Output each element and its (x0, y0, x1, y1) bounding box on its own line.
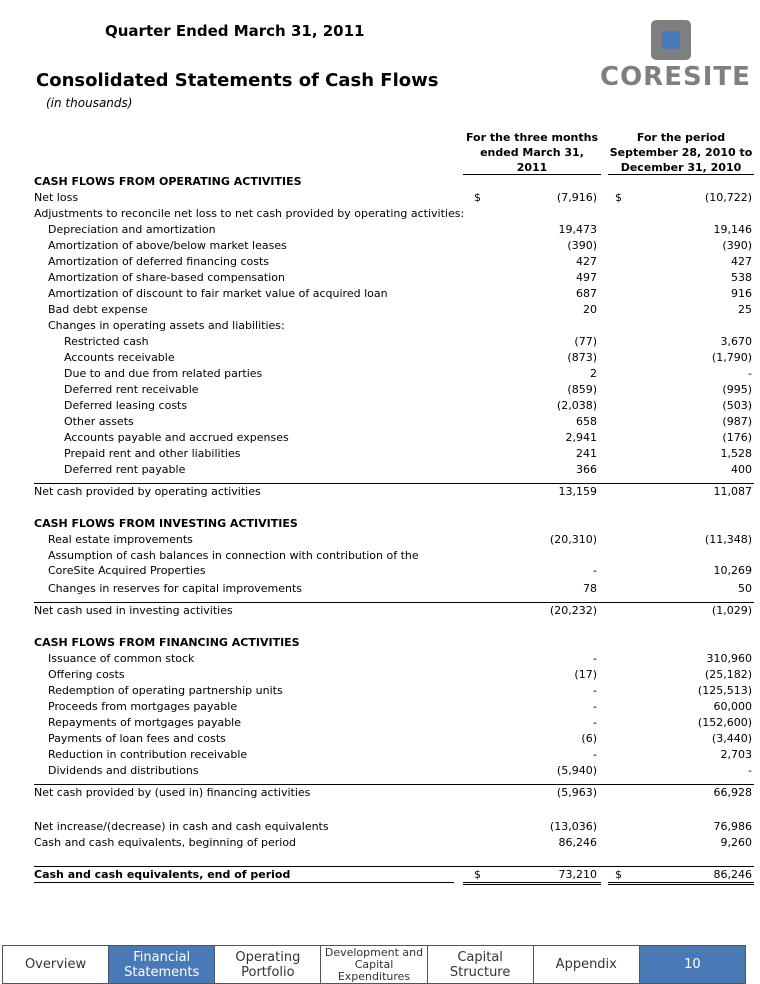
row-value: (13,036) (549, 820, 597, 833)
row-label: CASH FLOWS FROM INVESTING ACTIVITIES (34, 517, 298, 530)
row-value: (873) (567, 351, 597, 364)
row-label: Net cash used in investing activities (34, 604, 233, 617)
row-label: Restricted cash (64, 335, 149, 348)
column-header-underline (463, 174, 601, 175)
row-value: 427 (731, 255, 752, 268)
row-value: (3,440) (711, 732, 752, 745)
row-value: 86,246 (713, 868, 752, 881)
row-value: 25 (738, 303, 752, 316)
row-label: Accounts payable and accrued expenses (64, 431, 289, 444)
nav-tab-appendix[interactable]: Appendix (534, 946, 640, 983)
coresite-logo-text: CORESITE (600, 62, 751, 92)
total-double-underline (463, 882, 601, 885)
row-value: 78 (583, 582, 597, 595)
row-value: 2,703 (720, 748, 752, 761)
row-value: (77) (574, 335, 597, 348)
row-value: (10,722) (704, 191, 752, 204)
row-value: - (748, 764, 752, 777)
total-underline (34, 882, 454, 883)
row-value: 60,000 (713, 700, 752, 713)
row-label: Deferred rent receivable (64, 383, 199, 396)
row-label: Real estate improvements (48, 533, 193, 546)
row-label: Repayments of mortgages payable (48, 716, 242, 729)
row-label: Redemption of operating partnership units (48, 684, 283, 697)
row-value: 538 (731, 271, 752, 284)
row-value: 497 (576, 271, 597, 284)
row-label: Proceeds from mortgages payable (48, 700, 238, 713)
row-value: (6) (581, 732, 597, 745)
row-value: 687 (576, 287, 597, 300)
row-value: - (593, 700, 597, 713)
row-value: 19,146 (713, 223, 752, 236)
row-value: 76,986 (713, 820, 752, 833)
row-value: 3,670 (720, 335, 752, 348)
row-value: (7,916) (556, 191, 597, 204)
row-value: 2,941 (565, 431, 597, 444)
row-label: Changes in operating assets and liabilities: (48, 319, 285, 332)
row-value: 50 (738, 582, 752, 595)
row-value: - (593, 564, 597, 577)
row-label: Net cash provided by operating activities (34, 485, 261, 498)
row-value: 1,528 (720, 447, 752, 460)
subtotal-line (34, 602, 754, 603)
row-value: (390) (567, 239, 597, 252)
row-label: Amortization of discount to fair market value of acquired loan (48, 287, 388, 300)
row-value: 310,960 (706, 652, 752, 665)
row-label: Cash and cash equivalents, beginning of period (34, 836, 297, 849)
row-label: Bad debt expense (48, 303, 148, 316)
quarter-heading: Quarter Ended March 31, 2011 (105, 22, 365, 40)
row-value: 9,260 (720, 836, 752, 849)
row-label: Accounts receivable (64, 351, 175, 364)
currency-symbol: $ (615, 868, 622, 881)
row-value: (1,790) (711, 351, 752, 364)
row-value: (17) (574, 668, 597, 681)
column-header-period: For the period September 28, 2010 to December 31, 2010 (609, 131, 753, 174)
currency-symbol: $ (474, 191, 481, 204)
currency-symbol: $ (615, 191, 622, 204)
row-value: - (748, 367, 752, 380)
row-label: Deferred leasing costs (64, 399, 188, 412)
row-value: (176) (722, 431, 752, 444)
row-value: (987) (722, 415, 752, 428)
row-label: CASH FLOWS FROM OPERATING ACTIVITIES (34, 175, 302, 188)
row-value: 73,210 (558, 868, 597, 881)
row-value: (5,963) (556, 786, 597, 799)
total-double-underline (608, 882, 754, 885)
row-value: (859) (567, 383, 597, 396)
nav-tab-overview[interactable]: Overview (3, 946, 109, 983)
column-header-underline (608, 174, 754, 175)
row-label: Payments of loan fees and costs (48, 732, 226, 745)
row-label: Depreciation and amortization (48, 223, 216, 236)
row-value: (995) (722, 383, 752, 396)
subtotal-line (34, 866, 754, 867)
row-value: - (593, 716, 597, 729)
row-label: Amortization of deferred financing costs (48, 255, 270, 268)
row-label: Reduction in contribution receivable (48, 748, 248, 761)
row-value: (20,232) (549, 604, 597, 617)
row-value: 10,269 (713, 564, 752, 577)
row-label: Dividends and distributions (48, 764, 199, 777)
nav-tab-capital-structure[interactable]: Capital Structure (428, 946, 534, 983)
row-value: - (593, 652, 597, 665)
row-value: (11,348) (704, 533, 752, 546)
row-value: (20,310) (549, 533, 597, 546)
nav-tab-operating-portfolio[interactable]: Operating Portfolio (215, 946, 321, 983)
row-label: Net increase/(decrease) in cash and cash equivalents (34, 820, 329, 833)
row-value: 13,159 (558, 485, 597, 498)
row-label: Net loss (34, 191, 79, 204)
row-value: 658 (576, 415, 597, 428)
row-value: 2 (590, 367, 597, 380)
row-label: Assumption of cash balances in connection with contribution of the (48, 549, 419, 562)
row-label: CASH FLOWS FROM FINANCING ACTIVITIES (34, 636, 300, 649)
row-value: (2,038) (556, 399, 597, 412)
subtotal-line (34, 784, 754, 785)
row-label: Deferred rent payable (64, 463, 186, 476)
row-label: Offering costs (48, 668, 125, 681)
column-header-three-months: For the three months ended March 31, 2011 (465, 131, 598, 174)
subtotal-line (34, 483, 754, 484)
row-label: Amortization of above/below market leases (48, 239, 287, 252)
row-value: 400 (731, 463, 752, 476)
page-title: Consolidated Statements of Cash Flows (36, 70, 439, 91)
coresite-logo-icon (651, 20, 691, 60)
row-label: Issuance of common stock (48, 652, 195, 665)
row-value: (503) (722, 399, 752, 412)
row-value: 427 (576, 255, 597, 268)
row-value: 11,087 (713, 485, 752, 498)
footer-nav (2, 945, 746, 984)
row-label: CoreSite Acquired Properties (48, 564, 206, 577)
row-value: (25,182) (704, 668, 752, 681)
row-value: (152,600) (697, 716, 752, 729)
row-value: - (593, 684, 597, 697)
currency-symbol: $ (474, 868, 481, 881)
row-label: Due to and due from related parties (64, 367, 263, 380)
row-label: Prepaid rent and other liabilities (64, 447, 241, 460)
row-value: 19,473 (558, 223, 597, 236)
nav-tab-development-and-capital-expenditures[interactable]: Development and Capital Expenditures (321, 946, 427, 983)
nav-tab-financial-statements[interactable]: Financial Statements (109, 946, 215, 983)
row-value: 916 (731, 287, 752, 300)
row-value: (390) (722, 239, 752, 252)
row-value: (1,029) (711, 604, 752, 617)
row-label: Net cash provided by (used in) financing activities (34, 786, 311, 799)
row-label: Changes in reserves for capital improvements (48, 582, 303, 595)
row-label: Other assets (64, 415, 134, 428)
row-value: (5,940) (556, 764, 597, 777)
row-value: 86,246 (558, 836, 597, 849)
row-value: 241 (576, 447, 597, 460)
units-note: (in thousands) (46, 96, 133, 110)
row-label: Adjustments to reconcile net loss to net cash provided by operating activities: (34, 207, 465, 220)
row-value: 66,928 (713, 786, 752, 799)
row-label: Amortization of share-based compensation (48, 271, 285, 284)
row-value: - (593, 748, 597, 761)
row-value: 20 (583, 303, 597, 316)
page-number: 10 (640, 946, 745, 983)
row-label: Cash and cash equivalents, end of period (34, 868, 291, 881)
row-value: 366 (576, 463, 597, 476)
row-value: (125,513) (697, 684, 752, 697)
